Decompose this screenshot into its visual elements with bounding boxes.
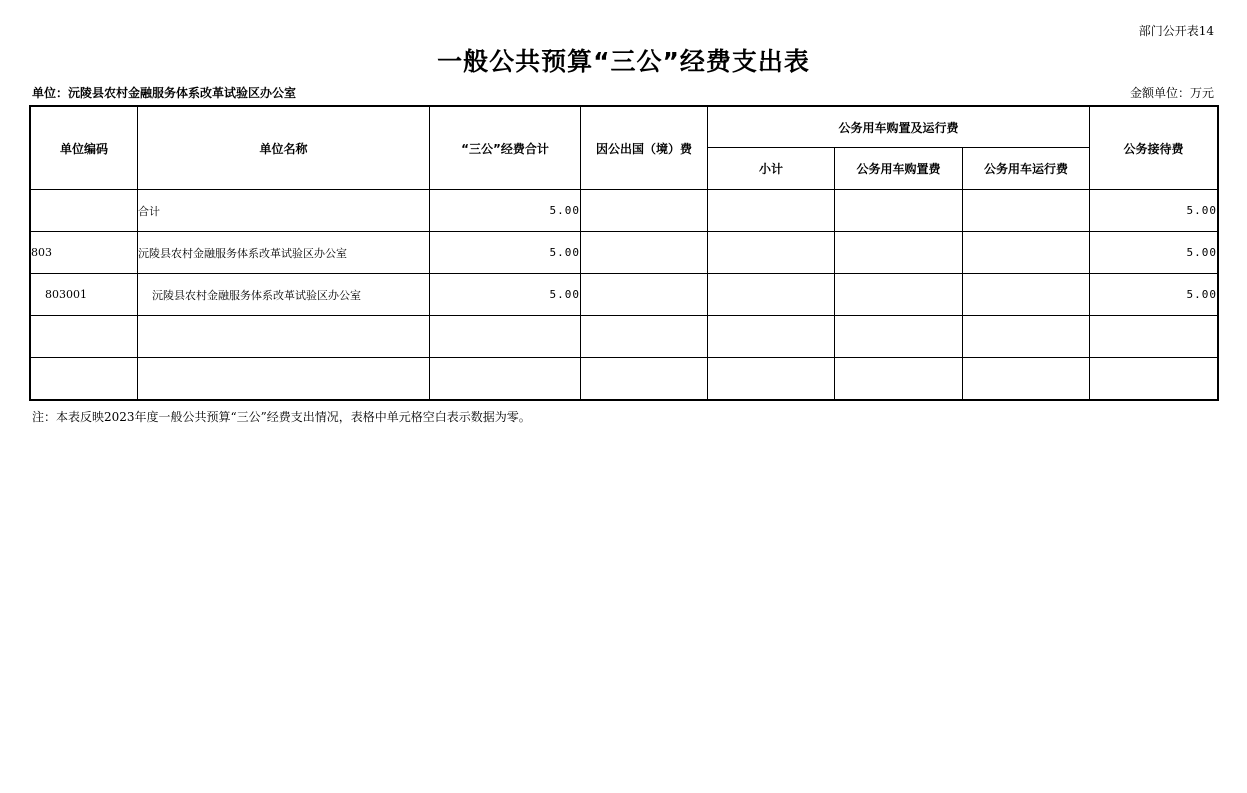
table-number: 部门公开表14 [1138, 24, 1214, 38]
cell-reception: 5.00 [1090, 232, 1218, 274]
cell-vehicle-subtotal [708, 358, 835, 400]
expense-table [30, 106, 1218, 400]
header-code: 单位编码 [31, 107, 138, 190]
cell-vehicle-operation [963, 232, 1090, 274]
cell-vehicle-purchase [835, 274, 963, 316]
cell-total [430, 358, 581, 400]
header-vehicle-operation: 公务用车运行费 [963, 148, 1090, 190]
cell-vehicle-operation [963, 274, 1090, 316]
cell-vehicle-subtotal [708, 190, 835, 232]
cell-total: 5.00 [430, 190, 581, 232]
cell-abroad [581, 316, 708, 358]
cell-code: 803 [31, 232, 138, 274]
amount-unit-label: 金额单位：万元 [1129, 86, 1214, 100]
table-row [31, 274, 1218, 316]
cell-name [138, 316, 430, 358]
cell-code [31, 316, 138, 358]
header-vehicle-subtotal: 小计 [708, 148, 835, 190]
cell-code [31, 190, 138, 232]
cell-name: 合计 [138, 190, 430, 232]
header-vehicle-group: 公务用车购置及运行费 [708, 107, 1090, 148]
cell-vehicle-subtotal [708, 232, 835, 274]
cell-code [31, 358, 138, 400]
header-abroad: 因公出国（境）费 [581, 107, 708, 190]
cell-name: 沅陵县农村金融服务体系改革试验区办公室 [138, 232, 430, 274]
cell-vehicle-purchase [835, 358, 963, 400]
header-vehicle-purchase: 公务用车购置费 [835, 148, 963, 190]
cell-reception [1090, 358, 1218, 400]
cell-reception [1090, 316, 1218, 358]
cell-vehicle-operation [963, 358, 1090, 400]
cell-total [430, 316, 581, 358]
cell-vehicle-operation [963, 190, 1090, 232]
cell-abroad [581, 358, 708, 400]
cell-vehicle-purchase [835, 232, 963, 274]
header-reception: 公务接待费 [1090, 107, 1218, 190]
cell-vehicle-operation [963, 316, 1090, 358]
cell-reception: 5.00 [1090, 274, 1218, 316]
cell-abroad [581, 274, 708, 316]
cell-reception: 5.00 [1090, 190, 1218, 232]
cell-name: 沅陵县农村金融服务体系改革试验区办公室 [138, 274, 430, 316]
cell-abroad [581, 232, 708, 274]
cell-vehicle-purchase [835, 316, 963, 358]
footnote: 注：本表反映2023年度一般公共预算“三公”经费支出情况，表格中单元格空白表示数据为零。 [32, 410, 531, 424]
header-total: “三公”经费合计 [430, 107, 581, 190]
unit-label: 单位：沅陵县农村金融服务体系改革试验区办公室 [32, 86, 297, 100]
header-name: 单位名称 [138, 107, 430, 190]
table-row [31, 316, 1218, 358]
cell-vehicle-purchase [835, 190, 963, 232]
cell-vehicle-subtotal [708, 274, 835, 316]
cell-code: 803001 [31, 274, 138, 316]
table-row [31, 232, 1218, 274]
cell-abroad [581, 190, 708, 232]
table-row [31, 358, 1218, 400]
cell-total: 5.00 [430, 274, 581, 316]
cell-name [138, 358, 430, 400]
cell-vehicle-subtotal [708, 316, 835, 358]
table-row [31, 190, 1218, 232]
cell-total: 5.00 [430, 232, 581, 274]
page-title: 一般公共预算“三公”经费支出表 [437, 47, 810, 76]
